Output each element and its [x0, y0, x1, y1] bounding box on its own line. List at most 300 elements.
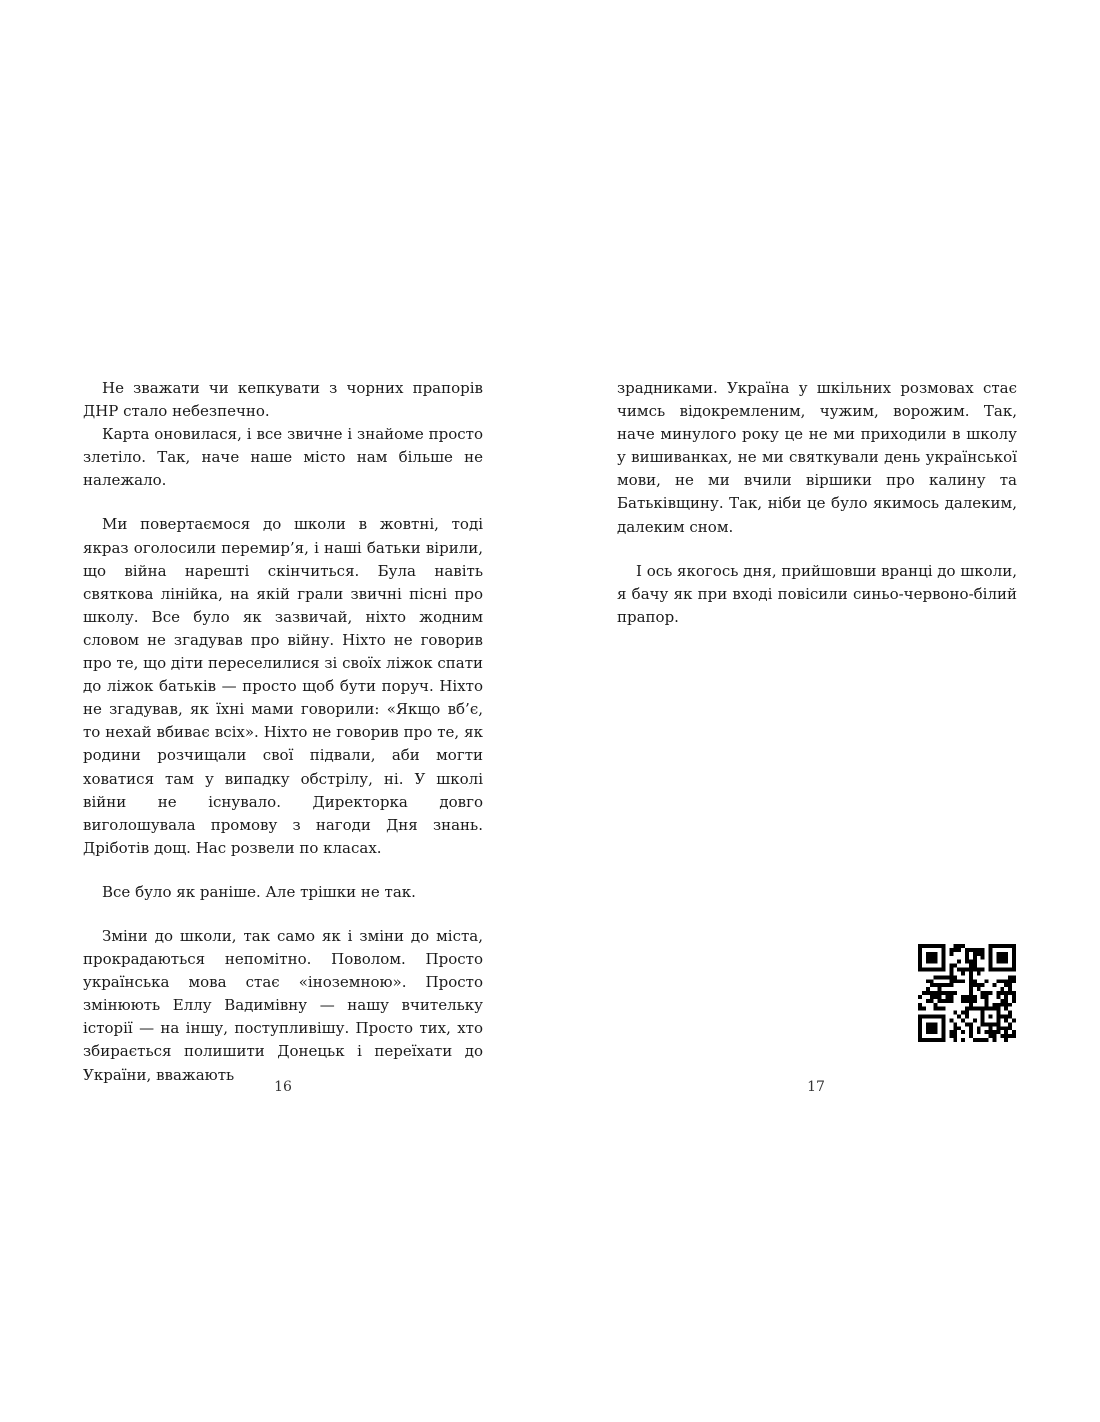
right-paragraph-2: І ось якогось дня, прийшовши вранці до школи, я бачу як при вході повісили синьо-червоно-білий прапор.	[617, 561, 1017, 626]
qr-module	[1004, 1034, 1008, 1038]
qr-module	[918, 1018, 922, 1022]
qr-module	[934, 1003, 938, 1007]
qr-module	[992, 1038, 996, 1042]
qr-module	[977, 987, 981, 991]
qr-module	[1012, 960, 1016, 964]
page-number-left: 16	[274, 1079, 292, 1095]
qr-module	[953, 979, 957, 983]
left-paragraph-3: Ми повертаємося до школи в жовтні, тоді якраз оголосили перемир’я, і наші батьки вірили, що війна нарешті скінчиться. Була навіть святкова лінійка, на якій грали звичні пісні про школу. Все було як зазвичай, ніхто жодним словом не згадував про війну. Ніхто не говорив про те, що діти переселилися зі своїх ліжок спати до ліжок батьків — просто щоб бути поруч. Ніхто не згадував, як їхні мами говорили: «Якщо вб’є, то нехай вбиває всіх». Ніхто не говорив про те, як родини розчищали свої підвали, аби могти ховатися там у випадку обстрілу, ні. У школі війни не існувало. Директорка довго виголошувала промову з нагоди Дня знань. Дріботів дощ. Нас розвели по класах.	[83, 515, 483, 857]
qr-module	[942, 968, 946, 972]
qr-module	[965, 1007, 969, 1011]
qr-module	[1012, 944, 1016, 948]
qr-module	[926, 956, 930, 960]
qr-module	[1012, 952, 1016, 956]
qr-module	[965, 1022, 969, 1026]
qr-module	[973, 983, 977, 987]
qr-module	[930, 1026, 934, 1030]
qr-module	[969, 1030, 973, 1034]
qr-module	[1000, 991, 1004, 995]
page-number-right: 17	[807, 1079, 825, 1095]
qr-module	[918, 1030, 922, 1034]
qr-module	[942, 991, 946, 995]
qr-module	[961, 971, 965, 975]
qr-module	[922, 968, 926, 972]
qr-module	[989, 948, 993, 952]
paragraph-gap	[83, 904, 483, 925]
qr-module	[930, 960, 934, 964]
qr-module	[1000, 979, 1004, 983]
qr-module	[969, 960, 973, 964]
qr-module	[965, 952, 969, 956]
qr-module	[1004, 991, 1008, 995]
qr-module	[1000, 944, 1004, 948]
qr-module	[938, 975, 942, 979]
qr-module	[945, 991, 949, 995]
qr-module	[942, 1030, 946, 1034]
qr-module	[953, 948, 957, 952]
qr-module	[989, 968, 993, 972]
qr-module	[942, 956, 946, 960]
qr-module	[953, 991, 957, 995]
qr-module	[953, 1011, 957, 1015]
qr-module	[930, 1030, 934, 1034]
qr-module	[977, 1030, 981, 1034]
qr-module	[992, 1034, 996, 1038]
qr-module	[1004, 1015, 1008, 1019]
qr-module	[996, 1015, 1000, 1019]
qr-module	[945, 999, 949, 1003]
qr-module	[985, 999, 989, 1003]
qr-module	[1012, 975, 1016, 979]
qr-module	[1012, 979, 1016, 983]
qr-module	[1008, 1003, 1012, 1007]
qr-module	[992, 944, 996, 948]
qr-module	[1012, 948, 1016, 952]
qr-module	[938, 944, 942, 948]
qr-module	[992, 1007, 996, 1011]
qr-module	[969, 1003, 973, 1007]
qr-module	[1004, 995, 1008, 999]
qr-module	[1008, 975, 1012, 979]
qr-module	[973, 1038, 977, 1042]
qr-module	[942, 944, 946, 948]
qr-module	[996, 991, 1000, 995]
qr-module	[1004, 1038, 1008, 1042]
qr-module	[989, 1030, 993, 1034]
qr-module	[1012, 991, 1016, 995]
qr-module	[938, 999, 942, 1003]
qr-module	[926, 952, 930, 956]
qr-module	[953, 1038, 957, 1042]
qr-module	[973, 995, 977, 999]
qr-module	[1008, 979, 1012, 983]
qr-module	[996, 979, 1000, 983]
qr-module	[985, 1038, 989, 1042]
qr-module	[985, 1030, 989, 1034]
qr-module	[1004, 956, 1008, 960]
qr-module	[996, 995, 1000, 999]
qr-module	[985, 1007, 989, 1011]
qr-module	[985, 1022, 989, 1026]
qr-module	[918, 960, 922, 964]
qr-module	[945, 995, 949, 999]
qr-module	[949, 971, 953, 975]
qr-module	[949, 995, 953, 999]
qr-module	[926, 987, 930, 991]
qr-module	[934, 952, 938, 956]
qr-module	[977, 983, 981, 987]
qr-module	[981, 991, 985, 995]
qr-module	[992, 1022, 996, 1026]
qr-module	[965, 995, 969, 999]
qr-module	[942, 960, 946, 964]
qr-module	[926, 1022, 930, 1026]
qr-module	[922, 944, 926, 948]
qr-module	[992, 968, 996, 972]
qr-module	[918, 1015, 922, 1019]
qr-module	[1000, 999, 1004, 1003]
left-page	[83, 377, 483, 1087]
qr-module	[989, 1007, 993, 1011]
qr-module	[961, 968, 965, 972]
qr-module	[989, 1034, 993, 1038]
qr-module	[996, 956, 1000, 960]
qr-module	[965, 948, 969, 952]
qr-module	[996, 968, 1000, 972]
qr-module	[973, 952, 977, 956]
qr-module	[953, 1026, 957, 1030]
qr-module	[969, 964, 973, 968]
qr-module	[949, 1034, 953, 1038]
qr-module	[981, 1011, 985, 1015]
qr-module	[1000, 968, 1004, 972]
qr-module	[981, 1018, 985, 1022]
qr-module	[965, 956, 969, 960]
qr-module	[996, 1022, 1000, 1026]
qr-module	[922, 1015, 926, 1019]
qr-module	[989, 1026, 993, 1030]
qr-module	[1000, 1026, 1004, 1030]
qr-module	[1004, 1018, 1008, 1022]
qr-module	[977, 948, 981, 952]
qr-module	[934, 991, 938, 995]
qr-module	[981, 1022, 985, 1026]
qr-module	[1008, 1026, 1012, 1030]
qr-module	[985, 995, 989, 999]
qr-module	[1008, 1022, 1012, 1026]
qr-module	[981, 968, 985, 972]
qr-module	[969, 999, 973, 1003]
qr-module	[969, 948, 973, 952]
qr-module	[989, 956, 993, 960]
qr-module	[961, 995, 965, 999]
qr-module	[981, 1015, 985, 1019]
qr-module	[1004, 1007, 1008, 1011]
qr-module	[918, 952, 922, 956]
qr-module	[918, 1034, 922, 1038]
qr-module	[930, 995, 934, 999]
paragraph-gap	[617, 539, 1017, 560]
left-paragraph-4: Все було як раніше. Але трішки не так.	[102, 882, 416, 901]
qr-module	[922, 991, 926, 995]
qr-module	[965, 1015, 969, 1019]
qr-module	[961, 1011, 965, 1015]
qr-module	[918, 968, 922, 972]
qr-module	[1000, 987, 1004, 991]
qr-module	[1004, 968, 1008, 972]
qr-module	[930, 956, 934, 960]
qr-module	[989, 991, 993, 995]
qr-module	[949, 948, 953, 952]
qr-module	[957, 968, 961, 972]
qr-module	[961, 1038, 965, 1042]
qr-module	[953, 1022, 957, 1026]
qr-module	[996, 1026, 1000, 1030]
qr-module	[949, 968, 953, 972]
qr-module	[930, 1022, 934, 1026]
qr-module	[1004, 1003, 1008, 1007]
qr-module	[953, 975, 957, 979]
qr-module	[973, 948, 977, 952]
qr-module	[922, 1007, 926, 1011]
qr-module	[969, 995, 973, 999]
qr-module	[942, 1034, 946, 1038]
qr-module	[949, 975, 953, 979]
qr-module	[934, 1030, 938, 1034]
qr-module	[926, 944, 930, 948]
qr-module	[981, 983, 985, 987]
qr-module	[1012, 1018, 1016, 1022]
qr-module	[981, 1007, 985, 1011]
qr-module	[969, 991, 973, 995]
qr-module	[1008, 1015, 1012, 1019]
qr-module	[981, 956, 985, 960]
qr-module	[1008, 1011, 1012, 1015]
qr-module	[953, 964, 957, 968]
qr-module	[1008, 983, 1012, 987]
qr-module	[973, 999, 977, 1003]
qr-module	[949, 964, 953, 968]
qr-module	[973, 960, 977, 964]
qr-module	[1012, 995, 1016, 999]
qr-module	[1000, 956, 1004, 960]
qr-module	[969, 983, 973, 987]
qr-module	[926, 979, 930, 983]
qr-module	[930, 983, 934, 987]
right-page	[617, 377, 1017, 629]
qr-module	[1012, 968, 1016, 972]
qr-module	[996, 952, 1000, 956]
qr-module	[918, 956, 922, 960]
qr-module	[926, 1038, 930, 1042]
qr-module	[949, 999, 953, 1003]
qr-module	[938, 1038, 942, 1042]
qr-module	[989, 944, 993, 948]
qr-module	[930, 1015, 934, 1019]
qr-module	[969, 971, 973, 975]
qr-module	[1008, 991, 1012, 995]
qr-module	[938, 987, 942, 991]
qr-module	[973, 968, 977, 972]
qr-module	[965, 999, 969, 1003]
qr-module	[1004, 983, 1008, 987]
qr-module	[996, 1011, 1000, 1015]
qr-module	[965, 968, 969, 972]
qr-module	[926, 1026, 930, 1030]
qr-module	[918, 948, 922, 952]
qr-module	[1000, 960, 1004, 964]
qr-module	[973, 964, 977, 968]
qr-module	[938, 983, 942, 987]
qr-module	[981, 952, 985, 956]
qr-module	[977, 1007, 981, 1011]
left-paragraph-2: Карта оновилася, і все звичне і знайоме просто злетіло. Так, наче наше місто нам більше не належало.	[83, 425, 483, 490]
qr-module	[965, 1011, 969, 1015]
qr-module	[977, 1038, 981, 1042]
qr-module	[934, 956, 938, 960]
qr-module	[942, 1038, 946, 1042]
qr-module	[981, 1038, 985, 1042]
qr-module	[969, 1026, 973, 1030]
qr-module	[1000, 1015, 1004, 1019]
qr-module	[989, 964, 993, 968]
qr-module	[985, 991, 989, 995]
qr-module	[942, 1007, 946, 1011]
right-paragraph-1: зрадниками. Україна у шкільних розмовах стає чимсь відокремленим, чужим, ворожим. Так, наче минулого року це не ми приходили в школу у вишиванках, не ми святкували день української мови, не ми вчили віршики про калину та Батьківщину. Так, ніби це було якимось далеким, далеким сном.	[617, 379, 1017, 536]
qr-module	[918, 1026, 922, 1030]
qr-module	[1008, 944, 1012, 948]
qr-module	[938, 968, 942, 972]
qr-module	[957, 948, 961, 952]
qr-module	[918, 1003, 922, 1007]
left-paragraph-1: Не зважати чи кепкувати з чорних прапорів ДНР стало небезпечно.	[83, 379, 483, 421]
qr-module	[957, 960, 961, 964]
qr-module	[992, 983, 996, 987]
qr-module	[949, 952, 953, 956]
qr-module	[969, 968, 973, 972]
qr-module	[973, 1018, 977, 1022]
qr-module	[922, 1038, 926, 1042]
qr-module	[938, 1007, 942, 1011]
qr-module	[1004, 1026, 1008, 1030]
qr-module	[942, 1022, 946, 1026]
qr-module	[969, 1022, 973, 1026]
qr-module	[957, 1015, 961, 1019]
qr-module	[949, 979, 953, 983]
qr-module	[977, 968, 981, 972]
qr-module	[949, 991, 953, 995]
qr-module	[942, 1015, 946, 1019]
qr-module	[1012, 1034, 1016, 1038]
qr-module	[953, 944, 957, 948]
qr-code-graphic	[918, 944, 1016, 1042]
qr-module	[977, 1026, 981, 1030]
qr-module	[969, 1034, 973, 1038]
qr-module	[949, 1030, 953, 1034]
left-paragraph-5: Зміни до школи, так само як і зміни до міста, прокрадаються непомітно. Поволом. Просто українська мова стає «іноземною». Просто змінюють Еллу Вадимівну — нашу вчительку історії — на іншу, поступливішу. Просто тих, хто збирається полишити Донецьк і переїхати до України, вважають	[83, 926, 483, 1084]
qr-module	[1004, 979, 1008, 983]
qr-module	[938, 991, 942, 995]
qr-module	[1000, 952, 1004, 956]
qr-module	[934, 983, 938, 987]
qr-module	[930, 968, 934, 972]
qr-module	[949, 1018, 953, 1022]
qr-module	[942, 952, 946, 956]
qr-module	[934, 1022, 938, 1026]
qr-module	[930, 991, 934, 995]
qr-module	[1008, 987, 1012, 991]
qr-module	[930, 979, 934, 983]
qr-module	[1004, 999, 1008, 1003]
qr-module	[1004, 1030, 1008, 1034]
qr-module	[934, 995, 938, 999]
qr-module	[942, 999, 946, 1003]
qr-module	[1000, 1034, 1004, 1038]
qr-module	[953, 1034, 957, 1038]
qr-module	[961, 999, 965, 1003]
qr-module	[934, 1007, 938, 1011]
qr-module	[973, 956, 977, 960]
qr-module	[918, 1022, 922, 1026]
qr-module	[934, 975, 938, 979]
qr-module	[918, 1007, 922, 1011]
qr-module	[942, 948, 946, 952]
qr-module	[969, 979, 973, 983]
qr-module	[992, 1003, 996, 1007]
qr-module	[934, 1026, 938, 1030]
qr-module	[934, 968, 938, 972]
qr-module	[930, 952, 934, 956]
qr-module	[1012, 1030, 1016, 1034]
qr-module	[942, 975, 946, 979]
qr-module	[989, 1022, 993, 1026]
qr-module	[969, 987, 973, 991]
qr-module	[965, 960, 969, 964]
qr-module	[1004, 944, 1008, 948]
qr-module	[996, 1018, 1000, 1022]
qr-module	[981, 948, 985, 952]
qr-module	[989, 1015, 993, 1019]
qr-module	[934, 960, 938, 964]
qr-module	[992, 1030, 996, 1034]
qr-module	[973, 1007, 977, 1011]
qr-module	[945, 975, 949, 979]
qr-module	[957, 979, 961, 983]
qr-module	[918, 944, 922, 948]
qr-module	[934, 1038, 938, 1042]
paragraph-gap	[83, 860, 483, 881]
qr-module	[961, 979, 965, 983]
qr-module	[996, 1007, 1000, 1011]
qr-module	[989, 960, 993, 964]
qr-module	[961, 944, 965, 948]
qr-module	[926, 991, 930, 995]
qr-module	[1004, 952, 1008, 956]
qr-module	[957, 944, 961, 948]
qr-module	[930, 1038, 934, 1042]
qr-module	[996, 1030, 1000, 1034]
qr-module	[1008, 968, 1012, 972]
qr-module	[953, 1030, 957, 1034]
qr-module	[938, 995, 942, 999]
qr-module	[996, 944, 1000, 948]
qr-module	[926, 960, 930, 964]
qr-module	[985, 1003, 989, 1007]
paragraph-gap	[83, 492, 483, 513]
qr-module	[942, 1018, 946, 1022]
qr-module	[934, 1015, 938, 1019]
qr-module	[918, 964, 922, 968]
